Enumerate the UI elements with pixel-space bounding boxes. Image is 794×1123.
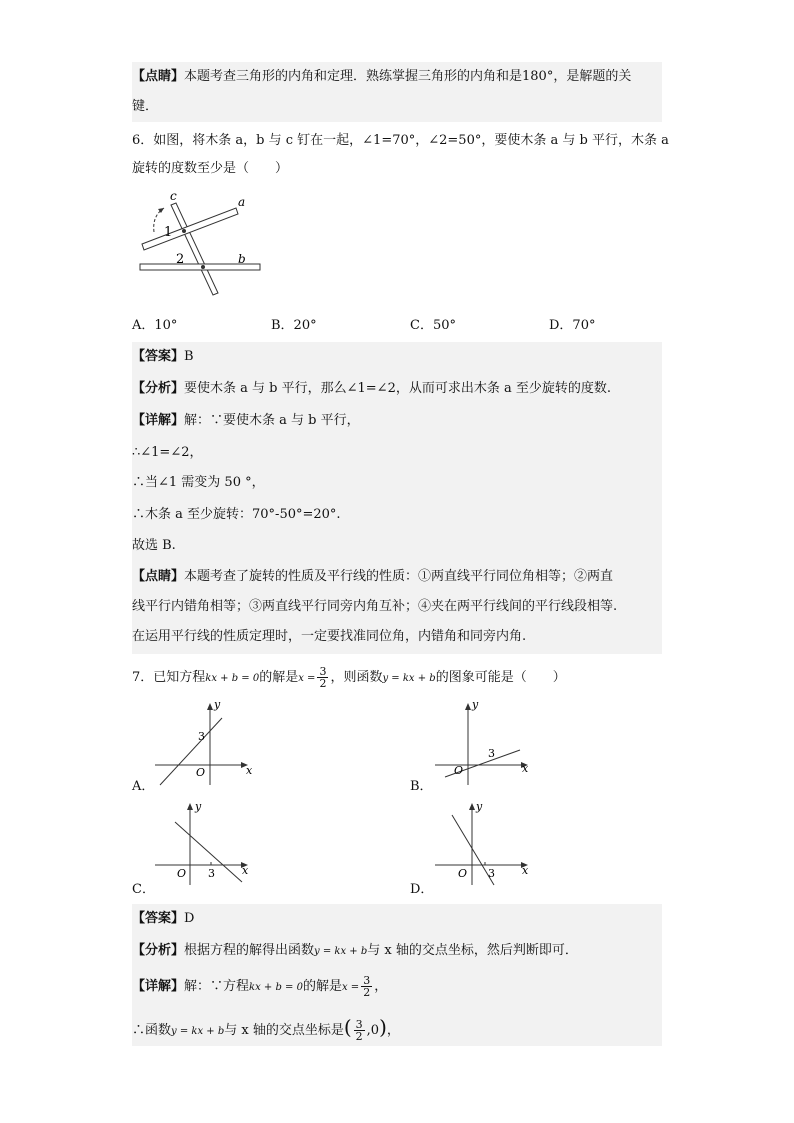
q6-figure — [132, 188, 262, 298]
svg-text:3: 3 — [198, 730, 205, 743]
tip-q5-line1: 【点睛】本题考查三角形的内角和定理．熟练掌握三角形的内角和是180°，是解题的关 — [132, 69, 632, 84]
tip-q5-line2: 键． — [132, 99, 159, 114]
svg-text:3: 3 — [488, 867, 495, 880]
svg-text:O: O — [177, 867, 187, 880]
q6-detail-2: ∴∠1=∠2， — [132, 445, 203, 460]
q6-stem-line1: 6．如图，将木条 a，b 与 c 钉在一起，∠1=70°，∠2=50°，要使木条 a 与 b 平行，木条 a — [132, 133, 669, 148]
q6-detail-5: 故选 B. — [132, 538, 176, 553]
q7-option-a-label[interactable]: A． — [132, 779, 155, 794]
q6-detail-3: ∴当∠1 需变为 50 °， — [132, 475, 265, 490]
label-a: a — [238, 195, 246, 209]
svg-text:x: x — [242, 864, 249, 877]
q6-detail-4: ∴木条 a 至少旋转：70°-50°=20°. — [132, 507, 341, 522]
stick-c — [171, 203, 218, 295]
svg-text:x: x — [522, 762, 529, 775]
svg-text:O: O — [454, 764, 464, 777]
label-2: 2 — [176, 252, 185, 267]
q7-detail-1: 【详解】解：∵方程kx + b = 0的解是x = $\frac{3}{2}$ ， — [132, 974, 388, 999]
svg-text:O: O — [196, 766, 206, 779]
q7-graph-a[interactable] — [150, 700, 260, 790]
svg-text:3: 3 — [208, 867, 215, 880]
label-b: b — [238, 252, 246, 266]
q6-tip-2: 线平行内错角相等；③两直线平行同旁内角互补；④夹在两平行线间的平行线段相等. — [132, 599, 618, 614]
q7-option-b-label[interactable]: B． — [410, 779, 433, 794]
q7-graph-b[interactable] — [430, 700, 540, 790]
nail-1 — [182, 229, 186, 233]
q7-graph-c[interactable] — [150, 800, 260, 890]
q6-tip-1: 【点睛】本题考查了旋转的性质及平行线的性质：①两直线平行同位角相等；②两直 — [132, 569, 614, 584]
q6-stem-line2: 旋转的度数至少是（ ） — [132, 161, 289, 176]
nail-2 — [201, 265, 205, 269]
q7-answer: 【答案】D — [132, 911, 195, 926]
q6-detail-1: 【详解】解：∵要使木条 a 与 b 平行， — [132, 413, 360, 428]
rotation-arrow — [154, 208, 164, 232]
q7-analysis: 【分析】根据方程的解得出函数y = kx + b与 x 轴的交点坐标，然后判断即可． — [132, 943, 578, 958]
label-1: 1 — [164, 225, 173, 240]
q7-option-c-label[interactable]: C． — [132, 882, 155, 897]
q7-stem: 7．已知方程kx + b = 0的解是x = $\frac{3}{2}$ ，则函数y = kx + b的图象可能是（ ） — [132, 665, 566, 690]
q7-option-d-label[interactable]: D． — [410, 882, 434, 897]
q6-analysis: 【分析】要使木条 a 与 b 平行，那么∠1=∠2，从而可求出木条 a 至少旋转的度数. — [132, 381, 611, 396]
q6-option-b[interactable]: B．20° — [271, 318, 317, 333]
label-c: c — [170, 189, 177, 203]
svg-text:O: O — [458, 867, 468, 880]
q7-fraction: $\frac{3}{2}$ — [319, 665, 327, 690]
q6-tip-3: 在运用平行线的性质定理时，一定要找准同位角，内错角和同旁内角. — [132, 629, 527, 644]
svg-text:y: y — [195, 800, 202, 813]
svg-text:y: y — [472, 700, 479, 711]
svg-text:x: x — [246, 764, 253, 777]
svg-text:y: y — [476, 800, 483, 813]
q7-function: y = kx + b — [382, 673, 436, 684]
q6-option-a[interactable]: A．10° — [132, 318, 178, 333]
q7-graph-d[interactable] — [430, 800, 540, 890]
q6-option-c[interactable]: C．50° — [410, 318, 456, 333]
svg-text:3: 3 — [488, 747, 495, 760]
q6-answer: 【答案】B — [132, 349, 194, 364]
q6-option-d[interactable]: D．70° — [549, 318, 596, 333]
q7-detail-2: ∴函数y = kx + b与 x 轴的交点坐标是( $\frac{3}{2}$ ,0)， — [132, 1015, 400, 1043]
q7-equation: kx + b = 0 — [205, 673, 260, 684]
svg-text:y: y — [214, 700, 221, 711]
svg-text:x: x — [522, 864, 529, 877]
